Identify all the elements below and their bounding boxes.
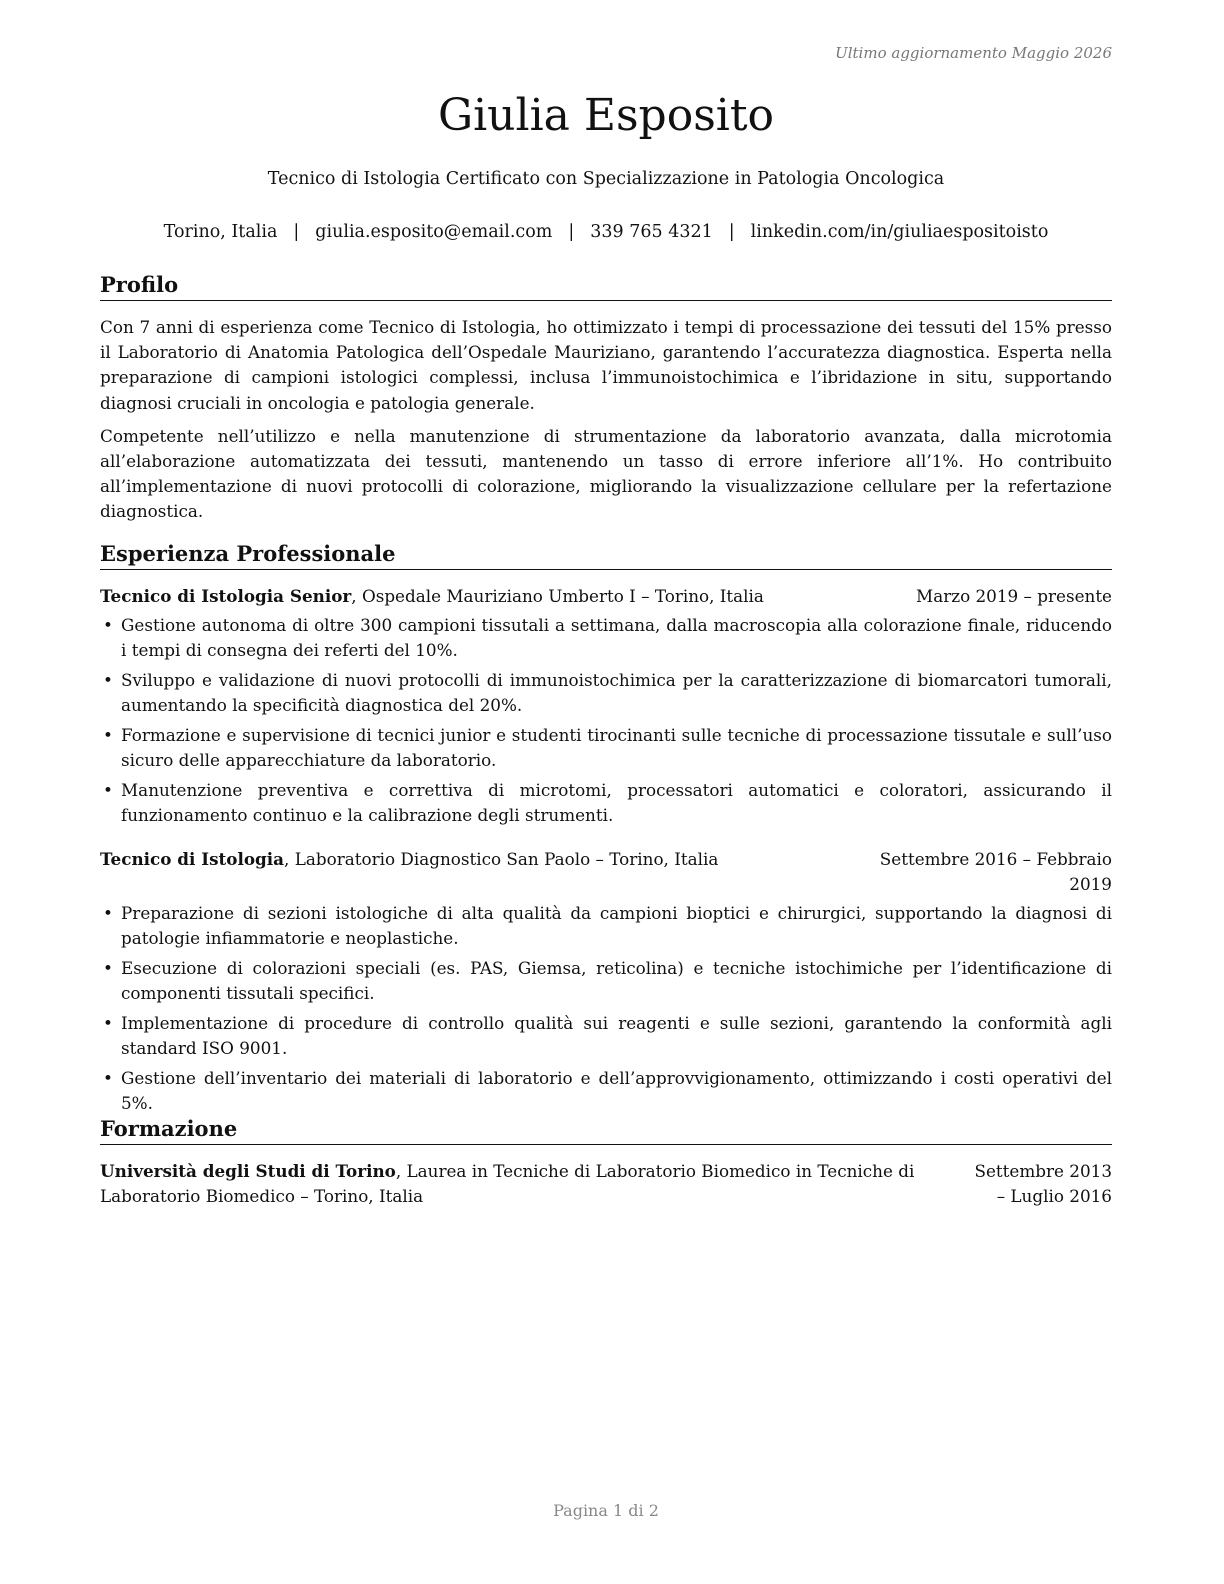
bullet-text: Implementazione di procedure di controllo qualità sui reagenti e sulle sezioni, garantendo la conformità agli standard ISO 9001. [121,1012,1112,1059]
list-item [100,613,1112,663]
contact-separator: | [293,222,300,242]
bullet-icon: • [103,1067,113,1088]
job-entry [100,847,1112,1117]
section-title-education: Formazione [100,1115,1112,1145]
bullet-icon: • [103,957,113,978]
education-institution: Università degli Studi di Torino [100,1161,396,1181]
page-number: Pagina 1 di 2 [553,1501,659,1520]
profile-paragraph: Con 7 anni di esperienza come Tecnico di Istologia, ho ottimizzato i tempi di processazione dei tessuti del 15% presso il Laboratorio di Anatomia Patologica dell’Ospedale Mauriziano, garantendo l’accuratezza diagnostica. Esperta nella preparazione di campioni istologici complessi, inclusa l’immunoistochimica e l’ibridazione in situ, supportando diagnosi cruciali in oncologia e patologia generale. [100,317,1112,413]
list-item [100,723,1112,773]
bullet-text: Preparazione di sezioni istologiche di alta qualità da campioni bioptici e chirurgici, supportando la diagnosi di patologie infiammatorie e neoplastiche. [121,902,1112,949]
candidate-name: Giulia Esposito [437,90,775,141]
contact-separator: | [568,222,575,242]
profile-section [100,271,1112,525]
contact-linkedin[interactable]: linkedin.com/in/giuliaespositoisto [750,222,1049,242]
education-degree: , Laurea in Tecniche di Laboratorio Biomedico in Tecniche di Laboratorio Biomedico – Torino, Italia [100,1161,915,1207]
education-section [100,1115,1112,1209]
job-employer: , Ospedale Mauriziano Umberto I – Torino, Italia [351,586,764,606]
list-item [100,956,1112,1006]
bullet-text: Gestione dell’inventario dei materiali di laboratorio e dell’approvvigionamento, ottimizzando i costi operativi del 5%. [121,1067,1112,1114]
job-bullets [100,901,1112,1116]
bullet-text: Gestione autonoma di oltre 300 campioni tissutali a settimana, dalla macroscopia alla colorazione finale, riducendo i tempi di consegna dei referti del 10%. [121,615,1112,661]
list-item [100,1066,1112,1116]
contact-separator: | [728,222,735,242]
bullet-text: Sviluppo e validazione di nuovi protocolli di immunoistochimica per la caratterizzazione di biomarcatori tumorali, aumentando la specificità diagnostica del 20%. [121,670,1112,716]
contact-phone[interactable]: 339 765 4321 [590,222,713,242]
section-title-profile: Profilo [100,271,1112,301]
job-role: Tecnico di Istologia Senior [100,586,352,606]
bullet-icon: • [103,1012,113,1033]
experience-section [100,540,1112,1121]
job-role: Tecnico di Istologia [100,848,285,869]
job-header [100,847,1112,894]
contact-email[interactable]: giulia.esposito@email.com [315,222,553,242]
education-entry [100,1159,1112,1209]
job-header [100,584,1112,609]
bullet-icon: • [103,670,113,691]
candidate-headline: Tecnico di Istologia Certificato con Specializzazione in Patologia Oncologica [267,169,945,189]
contact-line [100,219,1112,245]
list-item [100,901,1112,951]
job-bullets [100,613,1112,828]
last-updated-note: Ultimo aggiornamento Maggio 2026 [835,44,1112,62]
bullet-icon: • [103,615,113,636]
bullet-icon: • [103,725,113,746]
list-item [100,668,1112,718]
section-title-experience: Esperienza Professionale [100,540,1112,570]
bullet-icon: • [103,780,113,801]
resume-page [100,0,1112,1584]
job-dates: Settembre 2016 – Febbraio 2019 [879,848,1112,894]
list-item [100,778,1112,828]
job-dates: Marzo 2019 – presente [916,586,1112,606]
education-dates: Settembre 2013 – Luglio 2016 [974,1161,1112,1207]
bullet-text: Formazione e supervisione di tecnici junior e studenti tirocinanti sulle tecniche di processazione tissutale e sull’uso sicuro delle apparecchiature da laboratorio. [121,725,1112,771]
job-employer: , Laboratorio Diagnostico San Paolo – Torino, Italia [284,848,719,869]
bullet-text: Manutenzione preventiva e correttiva di microtomi, processatori automatici e coloratori, assicurando il funzionamento continuo e la calibrazione degli strumenti. [121,780,1112,826]
bullet-text: Esecuzione di colorazioni speciali (es. PAS, Giemsa, reticolina) e tecniche istochimiche per l’identificazione di componenti tissutali specifici. [121,957,1112,1004]
bullet-icon: • [103,902,113,923]
profile-paragraph: Competente nell’utilizzo e nella manutenzione di strumentazione da laboratorio avanzata, dalla microtomia all’elaborazione automatizzata dei tessuti, mantenendo un tasso di errore inferiore all’1%. Ho contribuito all’implementazione di nuovi protocolli di colorazione, migliorando la visualizzazione cellulare per la refertazione diagnostica. [100,425,1112,522]
job-entry [100,584,1112,829]
list-item [100,1011,1112,1061]
contact-location: Torino, Italia [163,222,278,242]
